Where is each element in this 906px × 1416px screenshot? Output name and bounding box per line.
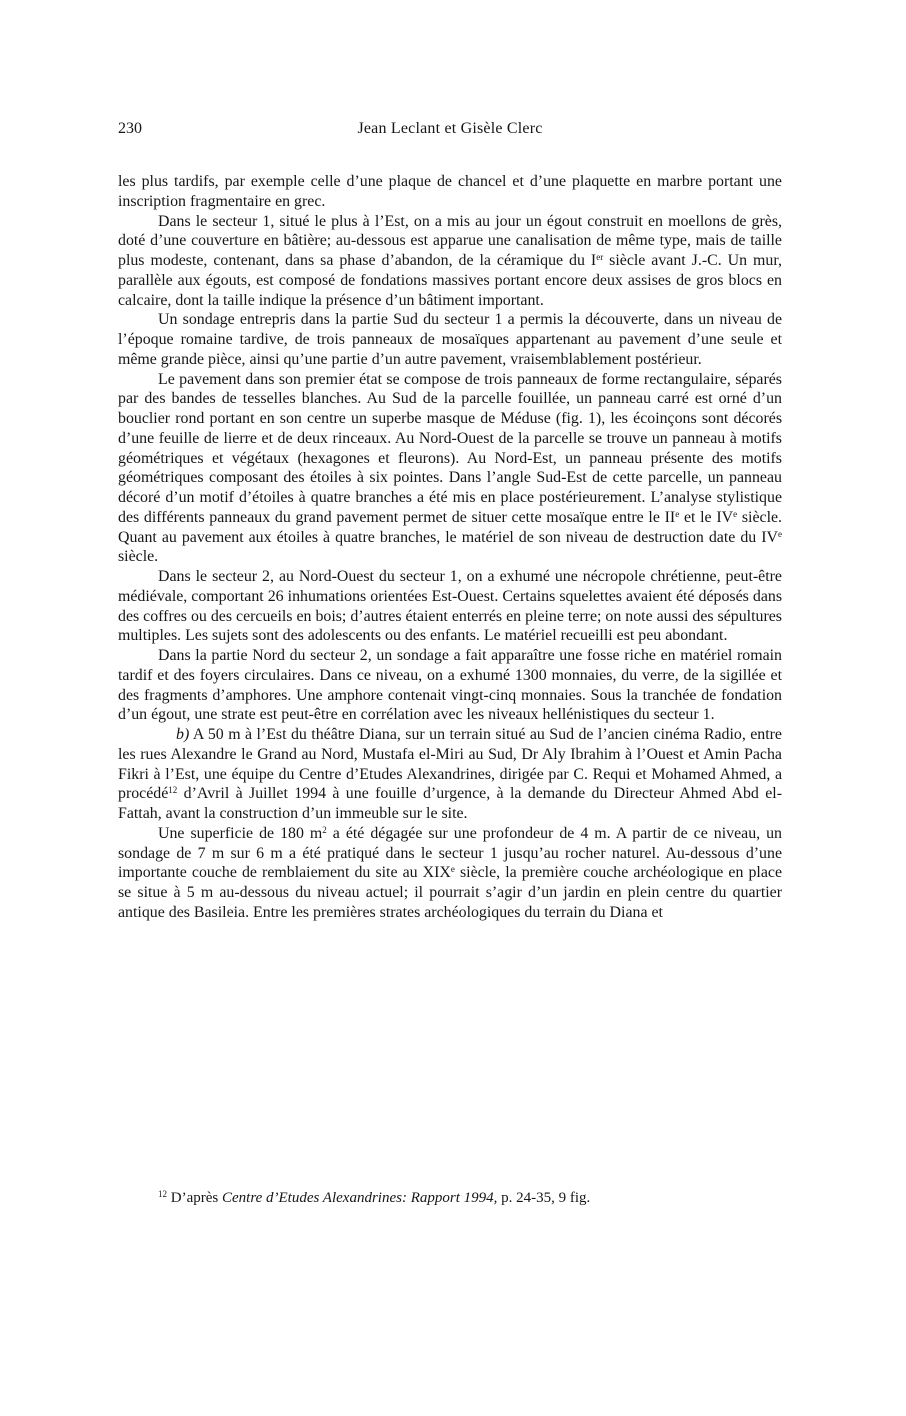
paragraph-4: Le pavement dans son premier état se compose de trois panneaux de forme rectangulaire, séparés par des bandes de tesselles blanches. Au Sud de la parcelle fouillée, un panneau carré est orné d’un bouclier rond portant en son centre un superbe masque de Méduse (fig. 1), les écoinçons sont décorés d’une feuille de lierre et de deux rinceaux. Au Nord-Ouest de la parcelle se trouve un panneau à motifs géométriques et végétaux (hexagones et fleurons). Au Nord-Est, un panneau présente des motifs géométriques composant des étoiles à six pointes. Dans l’angle Sud-Est de cette parcelle, un panneau décoré d’un motif d’étoiles à quatre branches a été mis en place postérieurement. L’analyse stylistique des différents panneaux du grand pavement permet de situer cette mosaïque entre le IIe et le IVe siècle. Quant au pavement aux étoiles à quatre branches, le matériel de son niveau de destruction date du IVe siècle. [118,370,783,566]
paragraph-8: Une superficie de 180 $m^2$ a été dégagée sur une profondeur de 4 m. A partir de ce niveau, un sondage de 7 m sur 6 m a été pratiqué dans le secteur 1 jusqu’au rocher naturel. Au-dessous d’une importante couche de remblaiement du site au XIXe siècle, la première couche archéologique en place se situe à 5 m au-dessous du niveau actuel; il pourrait s’agir d’un jardin en plein centre du quartier antique des Basileia. Entre les premières strates archéologiques du terrain du Diana et [118,824,783,921]
footnote-ref: 12 [168,785,178,796]
paragraph-1: les plus tardifs, par exemple celle d’une plaque de chancel et d’une plaquette en marbre portant une inscription fragmentaire en grec. [118,173,782,210]
superscript: e [778,528,782,539]
paragraph-5: Dans le secteur 2, au Nord-Ouest du secteur 1, on a exhumé une nécropole chrétienne, peut-être médiévale, comportant 26 inhumations orientées Est-Ouest. Certains squelettes avaient été déposés dans des coffres ou des cercueils en bois; d’autres étaient enterrés en pleine terre; on note aussi des sépultures multiples. Les sujets sont des adolescents ou des enfants. Le matériel recueilli est peu abondant. [118,568,782,645]
paragraph-3: Un sondage entrepris dans la partie Sud du secteur 1 a permis la découverte, dans un niveau de l’époque romaine tardive, de trois panneaux de mosaïques appartenant au pavement d’une seule et même grande pièce, ainsi qu’une partie d’un autre pavement, vraisemblablement postérieur. [118,311,782,368]
superscript: e [450,864,455,875]
footnote: $^{12}$ D’après Centre d’Etudes Alexandrines: Rapport 1994, p. 24-35, 9 fig. [158,1189,591,1206]
superscript: er [596,252,604,263]
superscript: 2 [322,824,327,835]
paragraph-6: Dans la partie Nord du secteur 2, un sondage a fait apparaître une fosse riche en matériel romain tardif et des foyers circulaires. Dans ce niveau, on a exhumé 1300 monnaies, du verre, de la sigillée et des fragments d’amphores. Une amphore contenait vingt-cinq monnaies. Sous la tranchée de fondation d’un égout, une strate est peut-être en corrélation avec les niveaux hellénistiques du secteur 1. [118,647,782,724]
footnote-title: Centre d’Etudes Alexandrines: Rapport 1994 [221,1190,494,1206]
running-title: Jean Leclant et Gisèle Clerc [357,120,543,137]
page-header [118,120,782,144]
paragraph-7: b) A 50 m à l’Est du théâtre Diana, sur un terrain situé au Sud de l’ancien cinéma Radio, entre les rues Alexandre le Grand au Nord, Mustafa el-Miri au Sud, Dr Aly Ibrahim à l’Ouest et Amin Pacha Fikri à l’Est, une équipe du Centre d’Etudes Alexandrines, dirigée par C. Requi et Mohamed Ahmed, a procédé$^{12}$ d’Avril à Juillet 1994 à une fouille d’urgence, à la demande du Directeur Ahmed Abd el-Fattah, avant la construction d’un immeuble sur le site. [118,726,782,822]
superscript: e [733,508,738,519]
section-label: b) [176,726,190,743]
page-number: 230 [118,120,142,137]
footnote-number: 12 [158,1189,167,1200]
paragraph-2: Dans le secteur 1, situé le plus à l’Est, on a mis au jour un égout construit en moellons de grès, doté d’une couverture en bâtière; au-dessous est apparue une canalisation de même type, mais de taille plus modeste, contenant, dans sa phase d’abandon, de la céramique du Ier siècle avant J.-C. Un mur, parallèle aux égouts, est composé de fondations massives portant encore deux assises de gros blocs en calcaire, dont la taille indique la présence d’un bâtiment important. [118,212,782,309]
body-text [118,172,782,923]
superscript: e [675,508,680,519]
